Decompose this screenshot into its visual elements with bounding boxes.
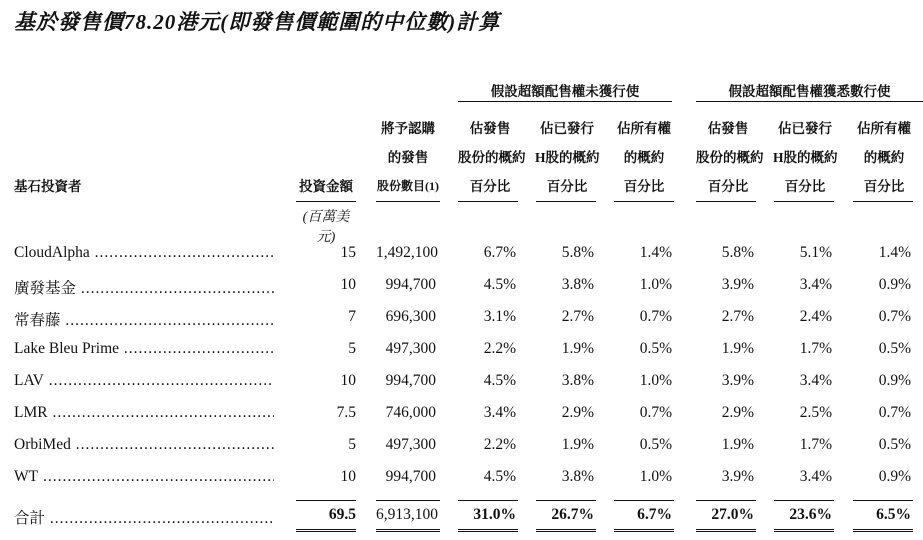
- table-row: [0, 432, 923, 464]
- b3-cell: 0.9%: [878, 276, 911, 293]
- investor-name: CloudAlpha .....: [14, 244, 274, 262]
- header-a-pct-h-line2: H股的概約: [535, 150, 600, 165]
- total-double-rule-a2: [536, 529, 596, 532]
- header-amount: [296, 172, 356, 201]
- total-a1: 31.0%: [473, 506, 516, 523]
- amount-cell: 15: [340, 244, 356, 261]
- amount-cell: 10: [340, 468, 356, 485]
- header-a-pct-offer-line2: 股份的概約: [458, 150, 526, 165]
- total-b3: 6.5%: [876, 506, 911, 523]
- b1-cell: 3.9%: [721, 372, 754, 389]
- group-header-fully-exercised: 假設超額配售權獲悉數行使: [728, 84, 891, 99]
- investor-name: Lake Bleu Prime .....: [14, 340, 274, 358]
- header-a-pct-all: [612, 114, 676, 201]
- header-a-pct-h: [535, 114, 599, 201]
- page-title: 基於發售價78.20港元(即發售價範圍的中位數)計算: [14, 10, 501, 34]
- shares-cell: 994,700: [385, 372, 436, 389]
- b2-cell: 1.7%: [799, 436, 832, 453]
- header-a-pct-offer-line1: 估發售: [469, 121, 511, 136]
- total-rule-a2: [536, 500, 596, 501]
- amount-cell: 5: [348, 436, 356, 453]
- b2-cell: 5.1%: [799, 244, 832, 261]
- b2-cell: 2.4%: [799, 308, 832, 325]
- total-double-rule-b2: [774, 529, 834, 532]
- shares-cell: 497,300: [385, 436, 436, 453]
- a2-cell: 3.8%: [561, 372, 594, 389]
- total-double-rule-b3: [853, 529, 913, 532]
- total-double-rule-b1: [696, 529, 756, 532]
- table-row: [0, 240, 923, 272]
- a3-cell: 1.4%: [639, 244, 672, 261]
- b3-cell: 0.5%: [878, 340, 911, 357]
- group-underline-not-exercised: [458, 101, 672, 102]
- header-underline-a3: [614, 201, 674, 202]
- b3-cell: 0.5%: [878, 436, 911, 453]
- total-rule-shares: [376, 500, 440, 501]
- a1-cell: 4.5%: [483, 276, 516, 293]
- a1-cell: 4.5%: [483, 468, 516, 485]
- header-b-pct-h-line3: 百分比: [784, 179, 826, 194]
- a2-cell: 3.8%: [561, 468, 594, 485]
- header-b-pct-h: [773, 114, 837, 201]
- total-b1: 27.0%: [711, 506, 754, 523]
- b3-cell: 0.9%: [878, 372, 911, 389]
- a3-cell: 0.5%: [639, 436, 672, 453]
- b1-cell: 5.8%: [721, 244, 754, 261]
- header-underline-b3: [853, 201, 913, 202]
- shares-cell: 994,700: [385, 468, 436, 485]
- table-row: [0, 400, 923, 432]
- header-b-pct-offer-line1: 估發售: [707, 121, 749, 136]
- b2-cell: 1.7%: [799, 340, 832, 357]
- shares-cell: 994,700: [385, 276, 436, 293]
- total-double-rule-a3: [614, 529, 674, 532]
- a3-cell: 1.0%: [639, 468, 672, 485]
- header-amount-label: 投資金額: [299, 179, 353, 194]
- a3-cell: 0.5%: [639, 340, 672, 357]
- unit-label: (百萬美元): [302, 210, 350, 245]
- amount-cell: 10: [340, 372, 356, 389]
- a3-cell: 0.7%: [639, 308, 672, 325]
- a3-cell: 1.0%: [639, 276, 672, 293]
- shares-cell: 1,492,100: [376, 244, 438, 261]
- header-investor-label: 基石投資者: [14, 179, 82, 194]
- header-a-pct-offer-line3: 百分比: [469, 179, 511, 194]
- header-b-pct-all: [852, 114, 916, 201]
- total-a2: 26.7%: [551, 506, 594, 523]
- b2-cell: 3.4%: [799, 372, 832, 389]
- header-b-pct-offer-line3: 百分比: [707, 179, 749, 194]
- header-underline-shares: [376, 201, 440, 202]
- header-investor: [14, 172, 82, 201]
- header-shares-line3: 股份數目(1): [377, 179, 439, 193]
- table-row: [0, 464, 923, 496]
- total-rule-amount: [296, 500, 356, 501]
- header-b-pct-all-line2: 的概約: [863, 150, 905, 165]
- b2-cell: 3.4%: [799, 468, 832, 485]
- header-a-pct-h-line1: 佔已發行: [540, 121, 594, 136]
- a3-cell: 0.7%: [639, 404, 672, 421]
- b2-cell: 2.5%: [799, 404, 832, 421]
- a1-cell: 6.7%: [483, 244, 516, 261]
- a1-cell: 2.2%: [483, 340, 516, 357]
- header-b-pct-all-line1: 佔所有權: [857, 121, 911, 136]
- total-rule-a3: [614, 500, 674, 501]
- b1-cell: 3.9%: [721, 276, 754, 293]
- header-shares-line2: 的發售: [387, 150, 429, 165]
- investor-name: OrbiMed .....: [14, 436, 274, 454]
- b2-cell: 3.4%: [799, 276, 832, 293]
- header-a-pct-all-line2: 的概約: [623, 150, 665, 165]
- header-underline-a2: [536, 201, 596, 202]
- a2-cell: 2.7%: [561, 308, 594, 325]
- header-underline-b1: [696, 201, 756, 202]
- b3-cell: 0.7%: [878, 404, 911, 421]
- total-shares: 6,913,100: [376, 506, 438, 523]
- header-shares: [376, 114, 440, 201]
- total-double-rule-shares: [376, 529, 440, 532]
- table-row: [0, 368, 923, 400]
- total-b2: 23.6%: [789, 506, 832, 523]
- a1-cell: 4.5%: [483, 372, 516, 389]
- a1-cell: 3.4%: [483, 404, 516, 421]
- total-rule-b2: [774, 500, 834, 501]
- header-shares-line1: 將予認購: [381, 121, 435, 136]
- a2-cell: 1.9%: [561, 436, 594, 453]
- header-b-pct-offer: [696, 114, 764, 201]
- investor-name: 常春藤 .....: [14, 308, 274, 330]
- header-a-pct-h-line3: 百分比: [546, 179, 588, 194]
- a2-cell: 2.9%: [561, 404, 594, 421]
- table-row: [0, 336, 923, 368]
- total-rule-a1: [458, 500, 518, 501]
- a3-cell: 1.0%: [639, 372, 672, 389]
- header-b-pct-h-line2: H股的概約: [773, 150, 838, 165]
- header-underline-a1: [458, 201, 518, 202]
- header-b-pct-all-line3: 百分比: [863, 179, 905, 194]
- total-rule-b1: [696, 500, 756, 501]
- investor-name: LMR .....: [14, 404, 274, 422]
- b1-cell: 2.7%: [721, 308, 754, 325]
- total-double-rule-amount: [296, 529, 356, 532]
- table-row: [0, 304, 923, 336]
- total-amount: 69.5: [328, 506, 356, 523]
- b3-cell: 0.9%: [878, 468, 911, 485]
- amount-cell: 7.5: [336, 404, 356, 421]
- a1-cell: 2.2%: [483, 436, 516, 453]
- shares-cell: 497,300: [385, 340, 436, 357]
- header-a-pct-all-line1: 佔所有權: [617, 121, 671, 136]
- total-label: 合計 .....: [14, 506, 274, 528]
- total-rule-b3: [853, 500, 913, 501]
- a2-cell: 3.8%: [561, 276, 594, 293]
- amount-cell: 7: [348, 308, 356, 325]
- header-b-pct-offer-line2: 股份的概約: [696, 150, 764, 165]
- amount-cell: 5: [348, 340, 356, 357]
- investor-name: 廣發基金 .....: [14, 276, 274, 298]
- b1-cell: 3.9%: [721, 468, 754, 485]
- header-a-pct-all-line3: 百分比: [623, 179, 665, 194]
- amount-cell: 10: [340, 276, 356, 293]
- b1-cell: 1.9%: [721, 436, 754, 453]
- header-a-pct-offer: [458, 114, 526, 201]
- shares-cell: 696,300: [385, 308, 436, 325]
- a1-cell: 3.1%: [483, 308, 516, 325]
- total-a3: 6.7%: [637, 506, 672, 523]
- a2-cell: 5.8%: [561, 244, 594, 261]
- b1-cell: 1.9%: [721, 340, 754, 357]
- group-header-not-exercised: 假設超額配售權未獲行使: [490, 84, 640, 99]
- investor-name: WT .....: [14, 468, 274, 486]
- investor-name: LAV .....: [14, 372, 274, 390]
- a2-cell: 1.9%: [561, 340, 594, 357]
- group-underline-fully-exercised: [696, 101, 923, 102]
- shares-cell: 746,000: [385, 404, 436, 421]
- b1-cell: 2.9%: [721, 404, 754, 421]
- table-row: [0, 272, 923, 304]
- total-double-rule-a1: [458, 529, 518, 532]
- header-b-pct-h-line1: 佔已發行: [778, 121, 832, 136]
- b3-cell: 1.4%: [878, 244, 911, 261]
- header-underline-b2: [774, 201, 834, 202]
- b3-cell: 0.7%: [878, 308, 911, 325]
- header-underline-amount: [296, 201, 356, 202]
